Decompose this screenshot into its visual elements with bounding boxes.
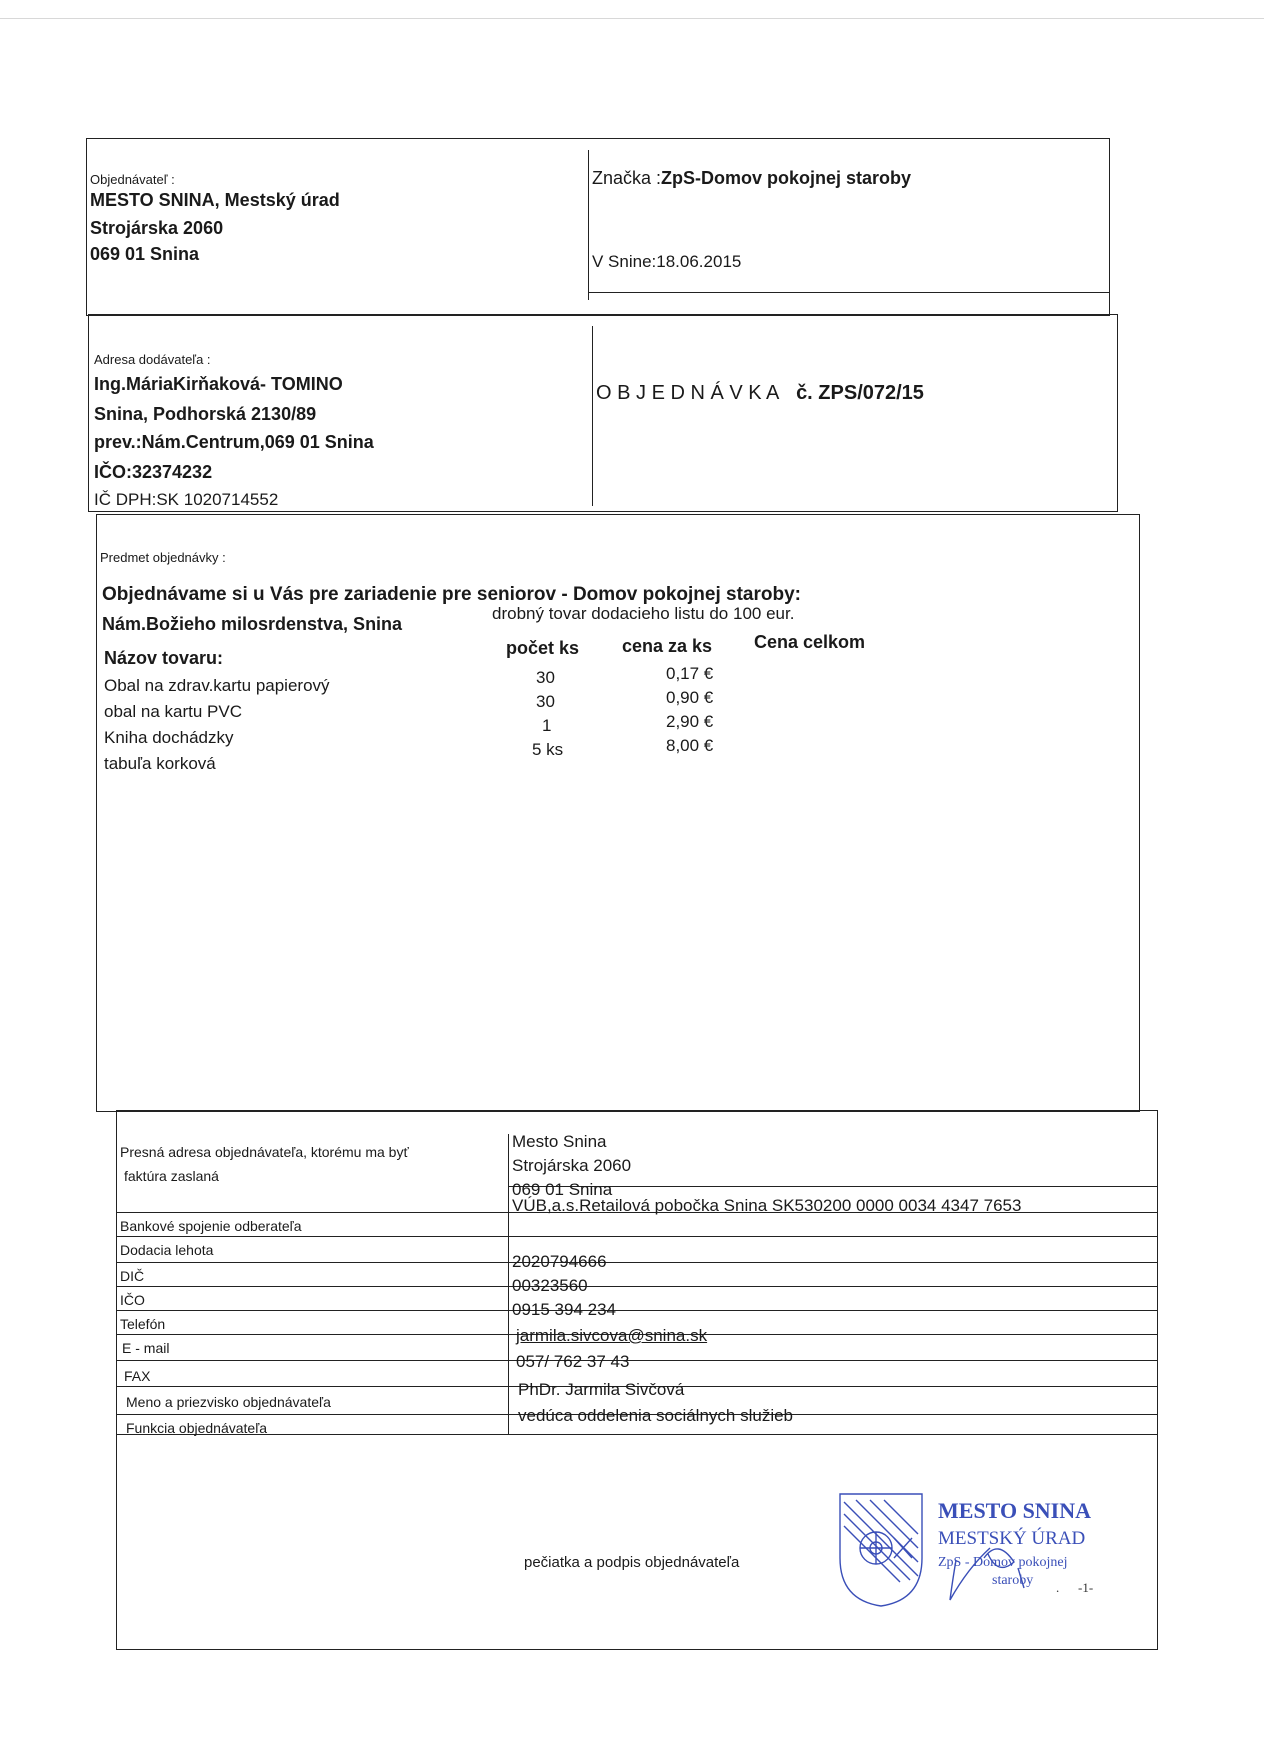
supplier-ico: IČO:32374232 — [94, 462, 213, 482]
dic-value: 2020794666 — [512, 1252, 607, 1271]
stamp-graphic — [838, 1488, 1108, 1608]
svg-text:MESTO SNINA: MESTO SNINA — [938, 1498, 1092, 1523]
supplier-name: Ing.MáriaKirňaková- TOMINO — [94, 374, 343, 394]
bank-label: Bankové spojenie odberateľa — [120, 1218, 302, 1234]
delivery-label: Dodacia lehota — [120, 1242, 214, 1258]
email-value[interactable]: jarmila.sivcova@snina.sk — [516, 1326, 708, 1345]
item-price: 0,17 € — [666, 664, 714, 683]
row-line — [116, 1310, 1158, 1311]
svg-text:MESTSKÝ ÚRAD: MESTSKÝ ÚRAD — [938, 1528, 1086, 1549]
col-header-name: Názov tovaru: — [104, 648, 224, 668]
bank-value: VÚB,a.s.Retailová pobočka Snina SK530200 0000 0034 4347 7653 — [512, 1196, 1022, 1215]
subject-label: Predmet objednávky : — [100, 550, 226, 565]
invoice-address-line: Strojárska 2060 — [512, 1156, 632, 1175]
order-number: č. ZPS/072/15 — [796, 382, 924, 404]
subject-place: Nám.Božieho milosrdenstva, Snina — [102, 614, 403, 634]
supplier-icdph: IČ DPH:SK 1020714552 — [94, 490, 279, 509]
contact-name-label: Meno a priezvisko objednávateľa — [126, 1394, 331, 1410]
city-stamp — [838, 1488, 1108, 1608]
email-label: E - mail — [122, 1340, 170, 1356]
row-line — [116, 1236, 1158, 1237]
svg-text:.: . — [1056, 1580, 1060, 1595]
dic-label: DIČ — [120, 1268, 145, 1284]
row-line — [116, 1434, 1158, 1435]
contact-name-value: PhDr. Jarmila Sivčová — [518, 1380, 685, 1399]
header-separator — [588, 292, 1110, 293]
mark-value: ZpS-Domov pokojnej staroby — [661, 168, 912, 188]
col-header-price: cena za ks — [622, 636, 713, 656]
item-qty: 30 — [536, 692, 555, 711]
mark-line — [592, 168, 911, 189]
supplier-branch: prev.:Nám.Centrum,069 01 Snina — [94, 432, 374, 452]
row-line — [116, 1262, 1158, 1263]
ico-label: IČO — [120, 1292, 145, 1308]
item-qty: 1 — [542, 716, 552, 735]
supplier-divider — [592, 326, 593, 506]
item-name: Kniha dochádzky — [104, 728, 234, 747]
item-name: Obal na zdrav.kartu papierový — [104, 676, 330, 695]
scan-edge-line — [0, 18, 1264, 19]
order-title — [596, 382, 924, 405]
subject-intro: Objednávame si u Vás pre zariadenie pre seniorov - Domov pokojnej staroby: — [102, 584, 801, 605]
header-divider — [588, 150, 589, 300]
svg-text:-1-: -1- — [1078, 1580, 1094, 1595]
function-value: vedúca oddelenia sociálnych služieb — [518, 1406, 794, 1425]
signature-label: pečiatka a podpis objednávateľa — [524, 1554, 740, 1571]
fax-label: FAX — [124, 1368, 151, 1384]
item-name: tabuľa korková — [104, 754, 216, 773]
col-header-qty: počet ks — [506, 638, 580, 658]
mark-prefix: Značka : — [592, 168, 662, 188]
orderer-city: 069 01 Snina — [90, 244, 200, 264]
supplier-label: Adresa dodávateľa : — [94, 352, 211, 367]
svg-text:ZpS - Domov pokojnej: ZpS - Domov pokojnej — [938, 1555, 1068, 1570]
header-box — [86, 138, 1110, 316]
item-name: obal na kartu PVC — [104, 702, 242, 721]
order-date: V Snine:18.06.2015 — [592, 252, 742, 271]
details-divider — [508, 1134, 509, 1434]
phone-label: Telefón — [120, 1316, 166, 1332]
order-title-word: O B J E D N Á V K A — [596, 382, 780, 404]
row-line — [116, 1360, 1158, 1361]
invoice-address-label-2: faktúra zaslaná — [124, 1168, 219, 1184]
phone-value: 0915 394 234 — [512, 1300, 616, 1319]
fax-value: 057/ 762 37 43 — [516, 1352, 630, 1371]
item-qty: 30 — [536, 668, 555, 687]
item-price: 8,00 € — [666, 736, 714, 755]
invoice-address-label: Presná adresa objednávateľa, ktorému ma byť — [120, 1144, 409, 1160]
svg-text:staroby: staroby — [992, 1573, 1034, 1588]
row-line — [116, 1286, 1158, 1287]
invoice-address-line: Mesto Snina — [512, 1132, 607, 1151]
invoice-address-line: 069 01 Snina — [512, 1180, 613, 1199]
orderer-name: MESTO SNINA, Mestský úrad — [90, 190, 340, 210]
item-price: 2,90 € — [666, 712, 714, 731]
item-price: 0,90 € — [666, 688, 714, 707]
subject-note: drobný tovar dodacieho listu do 100 eur. — [492, 604, 795, 623]
supplier-address: Snina, Podhorská 2130/89 — [94, 404, 317, 424]
orderer-label: Objednávateľ : — [90, 172, 175, 187]
item-qty: 5 ks — [532, 740, 564, 759]
function-label: Funkcia objednávateľa — [126, 1420, 268, 1436]
orderer-street: Strojárska 2060 — [90, 218, 224, 238]
col-header-total: Cena celkom — [754, 632, 866, 652]
ico-value: 00323560 — [512, 1276, 588, 1295]
